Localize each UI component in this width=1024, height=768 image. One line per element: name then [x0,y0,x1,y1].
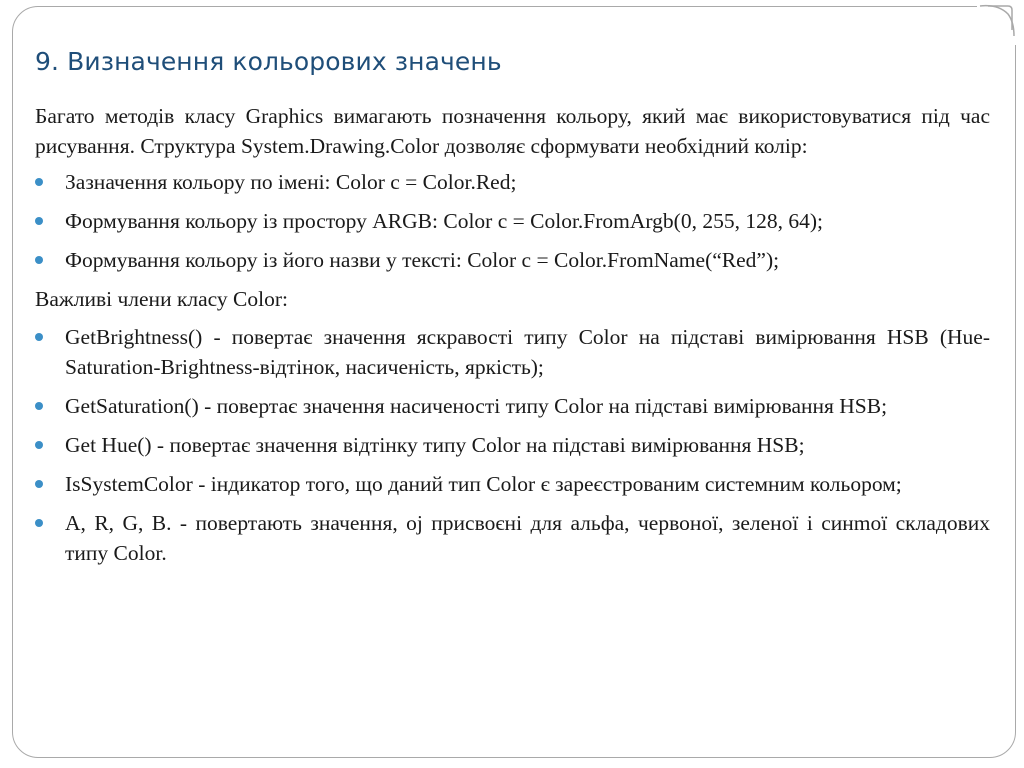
list-item [35,508,990,568]
list-item [35,245,990,275]
list-item-text: Формування кольору із простору ARGB: Color c = Color.FromArgb(0, 255, 128, 64); [65,209,823,233]
bullet-icon [35,217,43,225]
bullet-icon [35,178,43,186]
list-item-text: GetBrightness() - повертає значення яскравості типу Color на підставі вимірювання HSB (Hue-Saturation-Brightness-відтінок, насиченість, яркість); [65,325,990,379]
list-item-text: Зазначення кольору по імені: Color c = Color.Red; [65,170,517,194]
members-heading: Важливі члени класу Color: [35,287,288,311]
list-item-text: A, R, G, B. - повертають значення, oj присвоєні для альфа, червоної, зеленої і синmої складових типу Color. [65,511,990,565]
list-item-text: Get Hue() - повертає значення відтінку типу Color на підставі вимірювання HSB; [65,433,805,457]
list-item [35,430,990,460]
list-item [35,206,990,236]
bullet-icon [35,256,43,264]
bullet-icon [35,402,43,410]
list-item-text: IsSystemColor - індикатор того, що даний тип Color є зареєстрованим системним кольором; [65,472,902,496]
slide-title: 9. Визначення кольорових значень [35,47,502,76]
slide-body [35,101,990,577]
color-creation-list [35,167,990,275]
list-item [35,391,990,421]
list-item-text: GetSaturation() - повертає значення насиченості типу Color на підставі вимірювання HSB; [65,394,888,418]
intro-paragraph: Багато методів класу Graphics вимагають позначення кольору, який має використовуватися під час рисування. Структура System.Drawing.Color дозволяє сформувати необхідний колір: [35,104,990,158]
list-item [35,469,990,499]
color-members-list [35,322,990,568]
bullet-icon [35,441,43,449]
list-item [35,322,990,382]
bullet-icon [35,333,43,341]
page-fold-icon [978,0,1018,38]
list-item [35,167,990,197]
list-item-text: Формування кольору із його назви у тексті: Color c = Color.FromName(“Red”); [65,248,780,272]
bullet-icon [35,519,43,527]
bullet-icon [35,480,43,488]
